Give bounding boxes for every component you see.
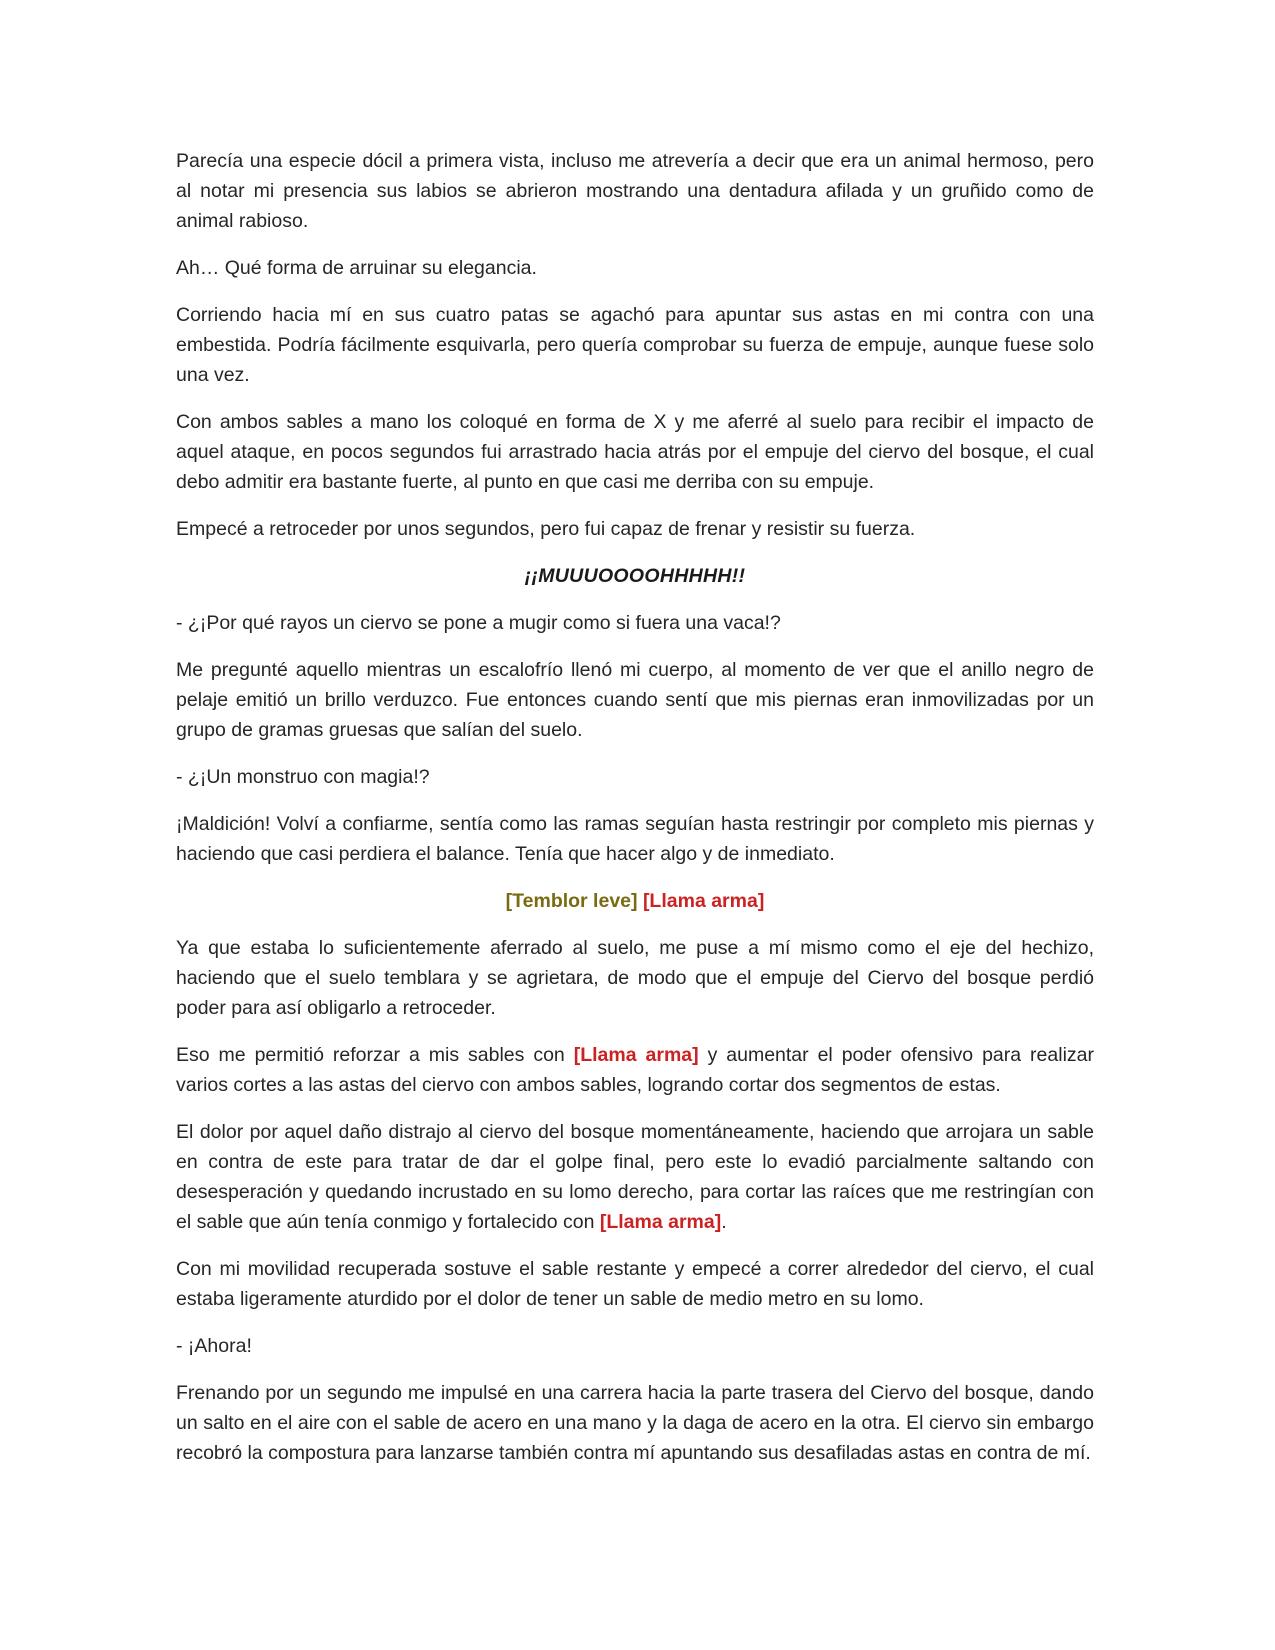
paragraph-9: ¡Maldición! Volví a confiarme, sentía como las ramas seguían hasta restringir por completo mis piernas y haciendo que casi perdiera el balance. Tenía que hacer algo y de inmediato. <box>176 813 1094 865</box>
paragraph-5: Empecé a retroceder por unos segundos, pero fui capaz de frenar y resistir su fuerza. <box>176 518 916 540</box>
paragraph-12 <box>176 1117 1094 1237</box>
paragraph-13: Con mi movilidad recuperada sostuve el sable restante y empecé a correr alrededor del ciervo, el cual estaba ligeramente aturdido por el dolor de tener un sable de medio metro en su lomo. <box>176 1258 1094 1310</box>
dialogue-1: - ¿¡Por qué rayos un ciervo se pone a mugir como si fuera una vaca!? <box>176 612 781 634</box>
paragraph-12-text-after: . <box>721 1211 727 1233</box>
skill-line <box>176 886 1094 916</box>
skill-llama-arma: [Llama arma] <box>642 890 765 912</box>
paragraph-15: Frenando por un segundo me impulsé en una carrera hacia la parte trasera del Ciervo del bosque, dando un salto en el aire con el sable de acero en una mano y la daga de acero en la otra. El ciervo sin embargo recobró la compostura para lanzarse también contra mí apuntando sus desafiladas astas en contra de mí. <box>176 1382 1094 1464</box>
skill-llama-arma-inline: [Llama arma] <box>573 1044 699 1066</box>
document-page <box>176 146 1094 1485</box>
skill-temblor-leve: [Temblor leve] <box>505 890 638 912</box>
paragraph-10: Ya que estaba lo suficientemente aferrado al suelo, me puse a mí mismo como el eje del hechizo, haciendo que el suelo temblara y se agrietara, de modo que el empuje del Ciervo del bosque perdió poder para así obligarlo a retroceder. <box>176 937 1094 1019</box>
sound-effect-heading: ¡¡MUUUOOOOHHHHH!! <box>524 565 746 587</box>
paragraph-11-text-before: Eso me permitió reforzar a mis sables con <box>176 1044 574 1066</box>
paragraph-11-text-after: y aumentar el poder ofensivo para realizar varios cortes a las astas del ciervo con ambos sables, logrando cortar dos segmentos de estas. <box>176 1044 1094 1096</box>
paragraph-12-text-before: El dolor por aquel daño distrajo al ciervo del bosque momentáneamente, haciendo que arrojara un sable en contra de este para tratar de dar el golpe final, pero este lo evadió parcialmente saltando con desesperación y quedando incrustado en su lomo derecho, para cortar las raíces que me restringían con el sable que aún tenía conmigo y fortalecido con <box>176 1121 1094 1233</box>
paragraph-4: Con ambos sables a mano los coloqué en forma de X y me aferré al suelo para recibir el impacto de aquel ataque, en pocos segundos fui arrastrado hacia atrás por el empuje del ciervo del bosque, el cual debo admitir era bastante fuerte, al punto en que casi me derriba con su empuje. <box>176 411 1094 493</box>
skill-llama-arma-inline: [Llama arma] <box>599 1211 722 1233</box>
paragraph-3: Corriendo hacia mí en sus cuatro patas se agachó para apuntar sus astas en mi contra con una embestida. Podría fácilmente esquivarla, pero quería comprobar su fuerza de empuje, aunque fuese solo una vez. <box>176 304 1094 386</box>
paragraph-2: Ah… Qué forma de arruinar su elegancia. <box>176 257 537 279</box>
paragraph-7: Me pregunté aquello mientras un escalofrío llenó mi cuerpo, al momento de ver que el anillo negro de pelaje emitió un brillo verduzco. Fue entonces cuando sentí que mis piernas eran inmovilizadas por un grupo de gramas gruesas que salían del suelo. <box>176 659 1094 741</box>
paragraph-11 <box>176 1040 1094 1100</box>
dialogue-2: - ¿¡Un monstruo con magia!? <box>176 766 430 788</box>
paragraph-1: Parecía una especie dócil a primera vista, incluso me atrevería a decir que era un animal hermoso, pero al notar mi presencia sus labios se abrieron mostrando una dentadura afilada y un gruñido como de animal rabioso. <box>176 150 1094 232</box>
dialogue-3: - ¡Ahora! <box>176 1335 252 1357</box>
